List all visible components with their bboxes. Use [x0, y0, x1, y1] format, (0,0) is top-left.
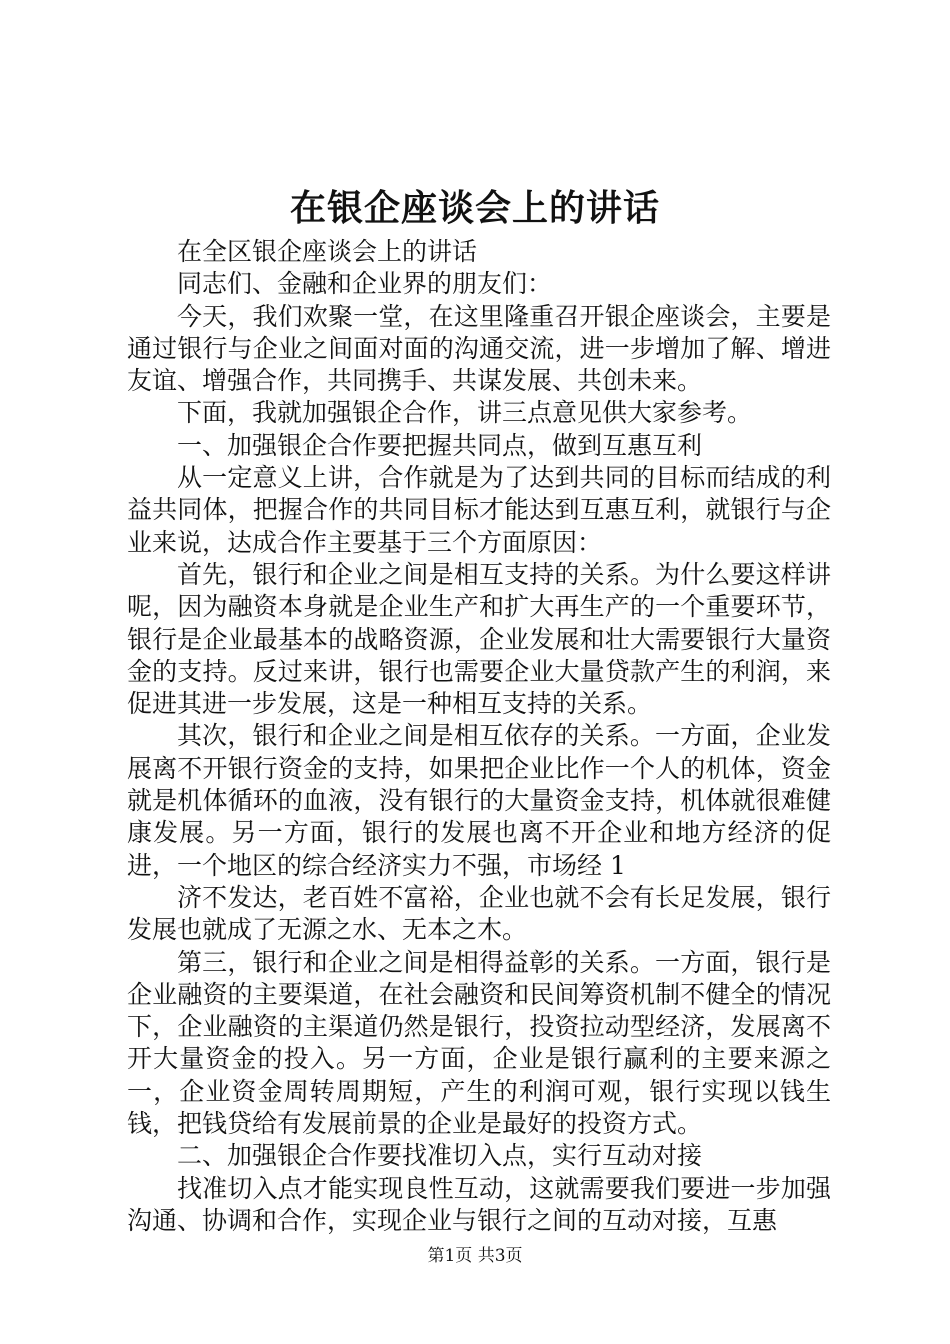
section-heading: 二、加强银企合作要找准切入点，实行互动对接: [177, 1141, 703, 1171]
paragraph: 济不发达，老百姓不富裕，企业也就不会有长足发展，银行发展也就成了无源之水、无本之木。: [127, 882, 831, 945]
paragraph: 其次，银行和企业之间是相互依存的关系。一方面，企业发展离不开银行资金的支持，如果把企业比作一个人的机体，资金就是机体循环的血液，没有银行的大量资金支持，机体就很难健康发展。另一方面，银行的发展也离不开企业和地方经济的促进，一个地区的综合经济实力不强，市场经 1: [127, 721, 831, 880]
paragraph: 第三，银行和企业之间是相得益彰的关系。一方面，银行是企业融资的主要渠道，在社会融资和民间筹资机制不健全的情况下，企业融资的主渠道仍然是银行，投资拉动型经济，发展离不开大量资金的投入。另一方面，企业是银行赢利的主要来源之一，企业资金周转周期短，产生的利润可观，银行实现以钱生钱，把钱贷给有发展前景的企业是最好的投资方式。: [127, 947, 831, 1139]
document-title: 在银企座谈会上的讲话: [289, 187, 660, 229]
paragraph: 同志们、金融和企业界的朋友们：: [177, 269, 553, 299]
paragraph: 从一定意义上讲，合作就是为了达到共同的目标而结成的利益共同体，把握合作的共同目标才能达到互惠互利，就银行与企业来说，达成合作主要基于三个方面原因：: [127, 463, 831, 557]
paragraph: 下面，我就加强银企合作，讲三点意见供大家参考。: [177, 398, 753, 428]
paragraph: 今天，我们欢聚一堂，在这里隆重召开银企座谈会，主要是通过银行与企业之间面对面的沟通交流，进一步增加了解、增进友谊、增强合作，共同携手、共谋发展、共创未来。: [127, 301, 831, 396]
paragraph: 在全区银企座谈会上的讲话: [177, 237, 478, 266]
paragraph: 首先，银行和企业之间是相互支持的关系。为什么要这样讲呢，因为融资本身就是企业生产和扩大再生产的一个重要环节，银行是企业最基本的战略资源，企业发展和壮大需要银行大量资金的支持。反过来讲，银行也需要企业大量贷款产生的利润，来促进其进一步发展，这是一种相互支持的关系。: [127, 559, 831, 719]
paragraph: 找准切入点才能实现良性互动，这就需要我们要进一步加强沟通、协调和合作，实现企业与银行之间的互动对接，互惠: [127, 1173, 831, 1235]
document-body: [127, 236, 831, 1237]
section-heading: 一、加强银企合作要把握共同点，做到互惠互利: [177, 430, 703, 460]
page-footer: 第1页 共3页: [427, 1246, 523, 1266]
